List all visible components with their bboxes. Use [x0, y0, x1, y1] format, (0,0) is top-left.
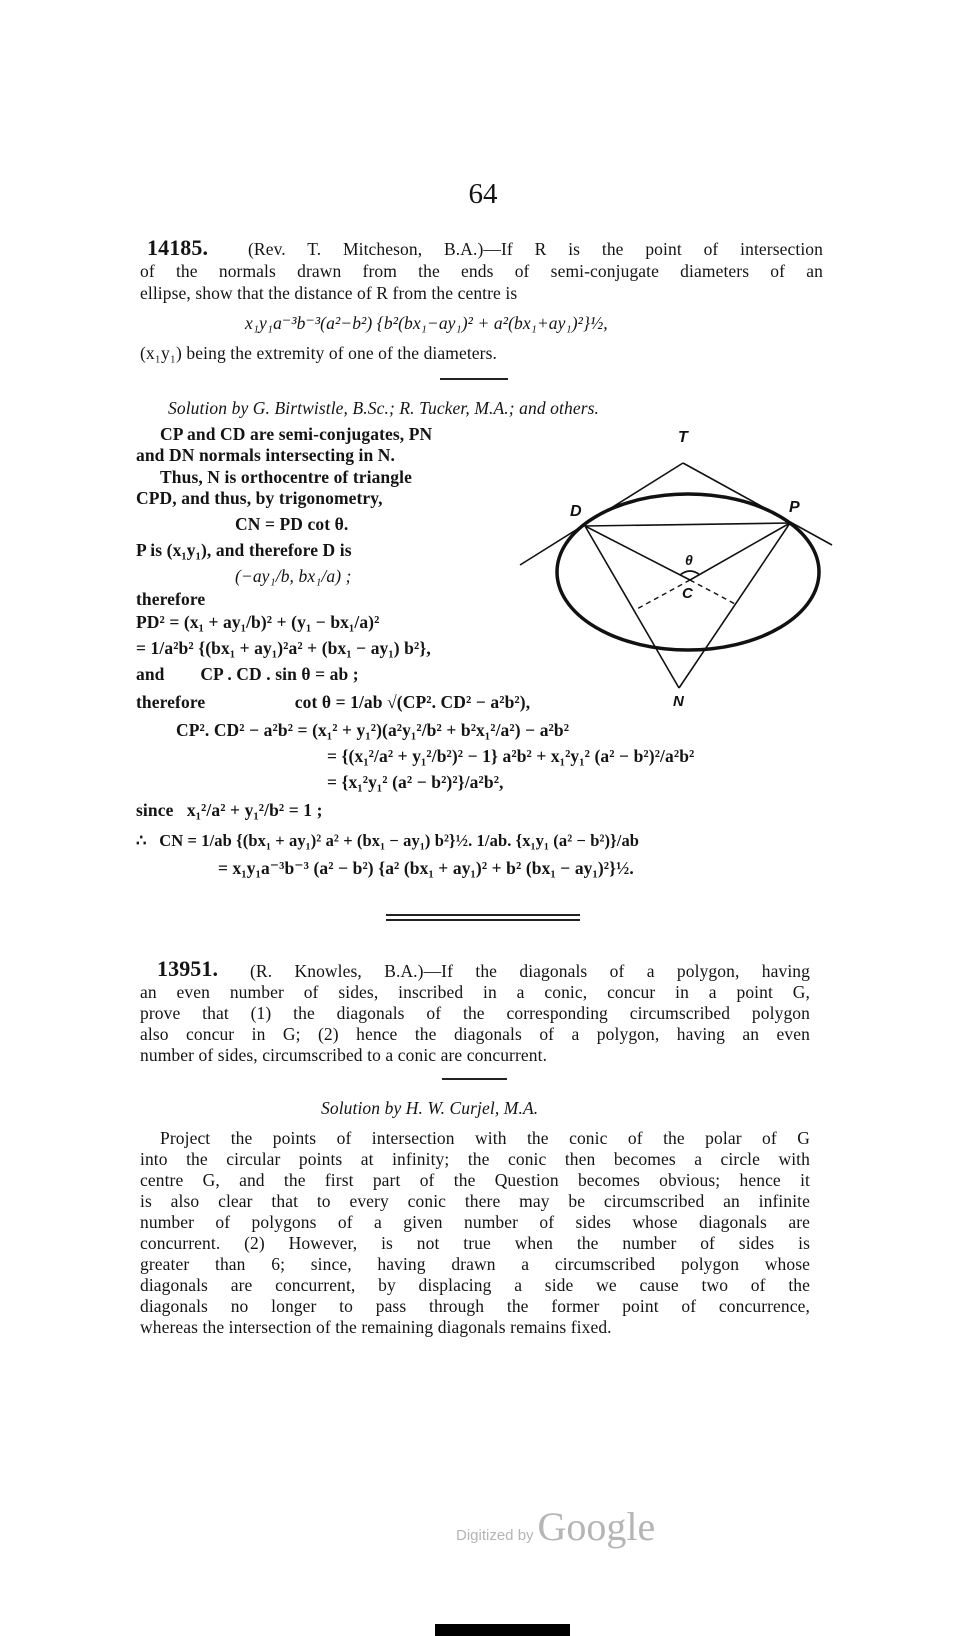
line-pc — [690, 523, 790, 580]
solution-equation: = x₁y₁a⁻³b⁻³ (a² − b²) {a² (bx₁ + ay₁)² + b² (bx₁ − ay₁)²}½. — [218, 858, 634, 878]
solution-line: CPD, and thus, by trigonometry, — [136, 488, 383, 508]
angle-theta-arc — [680, 571, 700, 575]
solution-byline: Solution by G. Birtwistle, B.Sc.; R. Tucker, M.A.; and others. — [168, 398, 600, 418]
solution-equation: and CP . CD . sin θ = ab ; — [136, 664, 359, 684]
question-13951-line: (R. Knowles, B.A.)—If the diagonals of a polygon, having — [250, 961, 810, 981]
solution-equation: = {(x₁²/a² + y₁²/b²)² − 1} a²b² + x₁²y₁² (a² − b²)²/a²b² — [327, 746, 695, 766]
solution-paragraph-line: is also clear that to every conic there may be circumscribed an infinite — [140, 1191, 810, 1211]
label-n: N — [673, 693, 684, 710]
question-13951-line: number of sides, circumscribed to a conic are concurrent. — [140, 1045, 548, 1065]
question-13951-line: an even number of sides, inscribed in a conic, concur in a point G, — [140, 982, 810, 1002]
solution-paragraph-line: greater than 6; since, having drawn a circumscribed polygon whose — [140, 1254, 810, 1274]
double-rule-top — [386, 914, 580, 916]
short-rule — [440, 378, 508, 380]
solution-paragraph-line: concurrent. (2) However, is not true when the number of sides is — [140, 1233, 810, 1253]
label-d: D — [570, 503, 582, 520]
solution-equation: CN = PD cot θ. — [235, 514, 349, 534]
digitized-by-text: Digitized by — [456, 1527, 534, 1544]
solution-equation: ∴ CN = 1/ab {(bx₁ + ay₁)² a² + (bx₁ − ay₁) b²}½. 1/ab. {x₁y₁ (a² − b²)}/ab — [136, 831, 640, 850]
solution-paragraph-line: into the circular points at infinity; the conic then becomes a circle with — [140, 1149, 810, 1169]
ellipse-diagram — [480, 425, 835, 710]
question-14185-formula: x₁y₁a⁻³b⁻³(a²−b²) {b²(bx₁−ay₁)² + a²(bx₁+ay₁)²}½, — [245, 313, 608, 333]
normal-pn — [679, 523, 790, 688]
label-theta: θ — [685, 552, 693, 568]
digitized-by-google-watermark — [456, 1503, 655, 1550]
question-14185-line: of the normals drawn from the ends of semi-conjugate diameters of an — [140, 261, 823, 281]
question-14185-line: ellipse, show that the distance of R from the centre is — [140, 283, 518, 303]
solution-equation: = 1/a²b² {(bx₁ + ay₁)²a² + (bx₁ − ay₁) b²}, — [136, 638, 431, 658]
label-c: C — [682, 585, 693, 602]
solution-equation: PD² = (x₁ + ay₁/b)² + (y₁ − bx₁/a)² — [136, 612, 380, 632]
solution-equation: since x₁²/a² + y₁²/b² = 1 ; — [136, 800, 323, 820]
double-rule-bottom — [386, 919, 580, 921]
solution-paragraph-line: diagonals no longer to pass through the former point of concurrence, — [140, 1296, 810, 1316]
solution-byline: Solution by H. W. Curjel, M.A. — [321, 1098, 539, 1118]
question-13951-line: also concur in G; (2) hence the diagonals of a polygon, having an even — [140, 1024, 810, 1044]
label-p: P — [789, 499, 800, 516]
solution-line: Thus, N is orthocentre of triangle — [160, 467, 412, 487]
google-logo: Google — [537, 1504, 656, 1549]
dashed-perpendicular-right — [690, 580, 737, 605]
question-14185-line: (Rev. T. Mitcheson, B.A.)—If R is the point of intersection — [248, 239, 823, 259]
question-14185-number: 14185. — [147, 235, 209, 260]
tangent-at-p — [683, 463, 832, 545]
scan-edge-bar — [435, 1624, 570, 1636]
solution-paragraph-line: centre G, and the first part of the Question becomes obvious; hence it — [140, 1170, 810, 1190]
solution-equation: CP². CD² − a²b² = (x₁² + y₁²)(a²y₁²/b² + b²x₁²/a²) − a²b² — [176, 720, 570, 740]
chord-dp — [585, 523, 790, 526]
question-13951-number: 13951. — [157, 956, 219, 981]
solution-paragraph-line: Project the points of intersection with the conic of the polar of G — [160, 1128, 810, 1148]
tangent-at-d — [520, 463, 683, 565]
solution-line: therefore — [136, 589, 206, 609]
solution-line: P is (x₁y₁), and therefore D is — [136, 540, 352, 560]
solution-paragraph-line: number of polygons of a given number of sides whose diagonals are — [140, 1212, 810, 1232]
label-t: T — [678, 429, 688, 446]
question-13951-line: prove that (1) the diagonals of the corresponding circumscribed polygon — [140, 1003, 810, 1023]
solution-line: and DN normals intersecting in N. — [136, 445, 395, 465]
solution-equation: therefore cot θ = 1/ab √(CP². CD² − a²b²), — [136, 692, 531, 712]
question-14185-note: (x₁y₁) being the extremity of one of the diameters. — [140, 343, 497, 363]
page-number: 64 — [468, 178, 498, 210]
solution-line: CP and CD are semi-conjugates, PN — [160, 424, 433, 444]
solution-paragraph-line: diagonals are concurrent, by displacing a side we cause two of the — [140, 1275, 810, 1295]
short-rule — [442, 1078, 507, 1080]
solution-paragraph-line: whereas the intersection of the remaining diagonals remains fixed. — [140, 1317, 612, 1337]
solution-equation: = {x₁²y₁² (a² − b²)²}/a²b², — [327, 772, 504, 792]
solution-equation: (−ay₁/b, bx₁/a) ; — [235, 566, 352, 586]
